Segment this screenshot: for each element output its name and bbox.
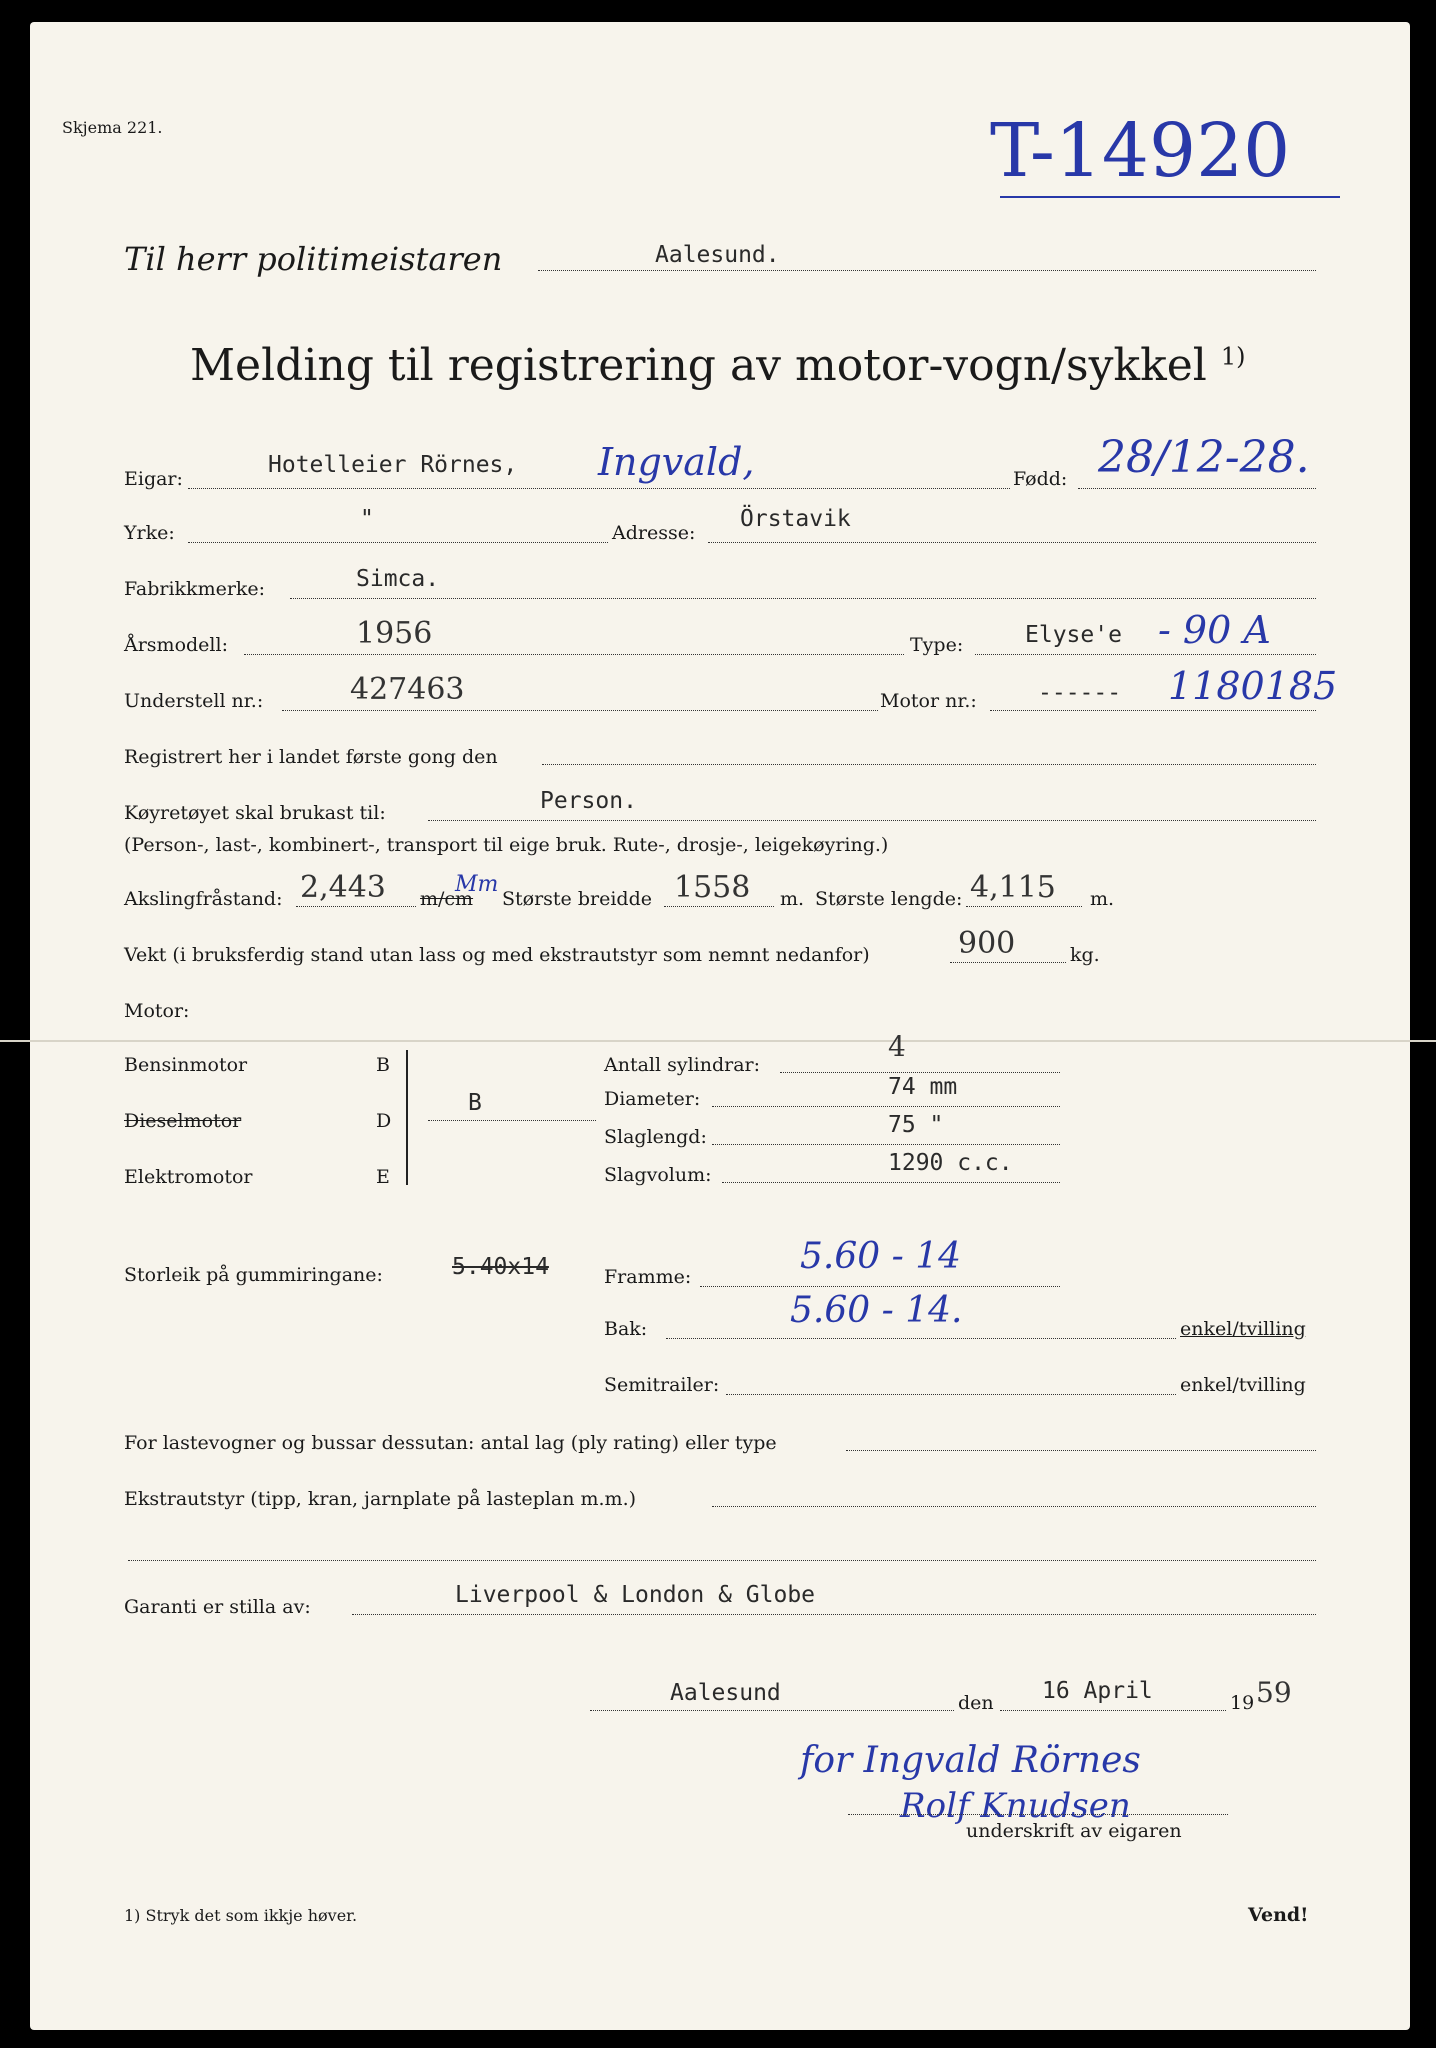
date-value: 16 April [1042,1678,1153,1704]
wheelbase-label: Akslingfråstand: [124,888,283,910]
guarantee-line [352,1614,1316,1615]
length-label: Største lengde: [815,888,963,910]
usage-note: (Person-, last-, kombinert-, transport til eige bruk. Rute-, drosje-, leigekøyring.) [124,834,889,856]
owner-label: Eigar: [124,468,183,490]
type-typed: Elyse'e [1025,622,1122,648]
first-registered-label: Registrert her i landet første gong den [124,746,498,768]
usage-line [428,820,1316,821]
address-value: Örstavik [740,506,851,532]
place-value: Aalesund [670,1680,781,1706]
turn-page: Vend! [1248,1904,1309,1926]
born-value: 28/12-28. [1098,432,1310,483]
year-prefix: 19 [1230,1692,1255,1714]
rear-label: Bak: [604,1318,648,1340]
rear-line [666,1338,1176,1339]
diameter-label: Diameter: [604,1088,701,1110]
type-label: Type: [910,634,964,656]
cylinders-line [780,1072,1060,1073]
engine-typed: ------ [1038,680,1122,706]
footnote: 1) Stryk det som ikkje høver. [124,1906,358,1925]
born-line [1078,488,1316,489]
case-number-underline [1000,196,1340,198]
rear-value: 5.60 - 14. [790,1290,963,1331]
form-title [190,340,1246,391]
weight-line [950,962,1066,963]
equipment-line [712,1506,1316,1507]
guarantee-value: Liverpool & London & Globe [455,1582,816,1608]
diameter-value: 74 mm [888,1074,958,1100]
rear-option: enkel/tvilling [1180,1318,1306,1340]
engine-line [990,710,1316,711]
signature-line2: Rolf Knudsen [900,1786,1131,1826]
length-unit: m. [1090,888,1115,910]
semitrailer-label: Semitrailer: [604,1374,720,1396]
trucks-line [846,1450,1316,1451]
chassis-value: 427463 [350,672,465,707]
form-paper [30,22,1410,2030]
usage-label: Køyretøyet skal brukast til: [124,802,386,824]
front-value: 5.60 - 14 [800,1236,962,1277]
fold-line [0,1040,1436,1042]
semitrailer-line [726,1394,1176,1395]
signature-line [848,1814,1228,1815]
addressee-line [538,270,1316,271]
wheelbase-line [296,906,416,907]
owner-typed: Hotelleier Rörnes, [268,452,518,478]
chassis-label: Understell nr.: [124,690,264,712]
tires-label: Storleik på gummiringane: [124,1264,383,1286]
stroke-line [712,1144,1060,1145]
make-line [290,598,1316,599]
length-value: 4,115 [970,870,1056,905]
born-label: Fødd: [1013,468,1068,490]
occupation-value: " [360,506,374,532]
width-value: 1558 [674,870,751,905]
motor-selected-line [428,1120,596,1121]
semitrailer-option: enkel/tvilling [1180,1374,1306,1396]
cylinders-value: 4 [888,1030,906,1063]
motor-code-petrol: B [376,1054,390,1076]
cylinders-label: Antall sylindrar: [604,1054,761,1076]
wheelbase-value: 2,443 [300,870,386,905]
form-title-text: Melding til registrering av motor-vogn/sykkel [190,340,1207,391]
motor-type-diesel: Dieselmotor [124,1110,242,1132]
model-year-line [244,654,904,655]
tires-struck: 5.40x14 [452,1254,549,1280]
length-line [966,906,1082,907]
type-hand: - 90 A [1158,608,1271,652]
motor-type-electric: Elektromotor [124,1166,253,1188]
weight-value: 900 [958,926,1016,961]
signature-line1: for Ingvald Rörnes [800,1740,1141,1781]
make-value: Simca. [356,566,440,592]
motor-brace [400,1050,408,1185]
motor-heading: Motor: [124,1000,190,1022]
addressee-value: Aalesund. [655,242,780,268]
motor-selected: B [468,1090,482,1116]
guarantee-label: Garanti er stilla av: [124,1596,311,1618]
width-line [664,906,774,907]
place-line [590,1710,954,1711]
case-number: T-14920 [990,108,1291,194]
weight-label: Vekt (i bruksferdig stand utan lass og med ekstrautstyr som nemnt nedanfor) [124,944,870,966]
wheelbase-unit-hand: Mm [455,872,499,897]
chassis-line [282,710,878,711]
front-label: Framme: [604,1266,692,1288]
motor-code-diesel: D [376,1110,392,1132]
stroke-label: Slaglengd: [604,1126,707,1148]
form-number: Skjema 221. [62,118,163,137]
type-line [975,654,1316,655]
make-label: Fabrikkmerke: [124,578,266,600]
volume-label: Slagvolum: [604,1164,712,1186]
stroke-value: 75 " [888,1112,944,1138]
date-line [1000,1710,1226,1711]
occupation-line [188,542,608,543]
model-year-value: 1956 [356,616,433,651]
year-suffix: 59 [1256,1676,1292,1709]
occupation-label: Yrke: [124,522,175,544]
usage-value: Person. [540,788,637,814]
owner-hand: Ingvald, [598,440,755,484]
weight-unit: kg. [1070,944,1100,966]
den-label: den [958,1692,994,1714]
first-registered-line [542,764,1316,765]
title-footnote-marker: 1) [1220,342,1246,371]
engine-hand: 1180185 [1168,664,1338,708]
volume-value: 1290 c.c. [888,1150,1013,1176]
motor-type-petrol: Bensinmotor [124,1054,248,1076]
width-label: Største breidde [502,888,652,910]
front-line [700,1286,1060,1287]
engine-label: Motor nr.: [880,690,977,712]
owner-line [188,488,1010,489]
width-unit: m. [780,888,805,910]
volume-line [722,1182,1060,1183]
equipment-label: Ekstrautstyr (tipp, kran, jarnplate på lasteplan m.m.) [124,1488,637,1510]
addressee-label: Til herr politimeistaren [124,240,503,278]
address-label: Adresse: [612,522,696,544]
diameter-line [712,1106,1060,1107]
signature-caption: underskrift av eigaren [966,1820,1182,1842]
trucks-label: For lastevogner og bussar dessutan: antal lag (ply rating) eller type [124,1432,777,1454]
equipment-line-2 [128,1560,1316,1561]
model-year-label: Årsmodell: [124,634,228,656]
motor-code-electric: E [376,1166,390,1188]
address-line [708,542,1316,543]
wheelbase-unit-printed: m/cm [420,888,474,910]
